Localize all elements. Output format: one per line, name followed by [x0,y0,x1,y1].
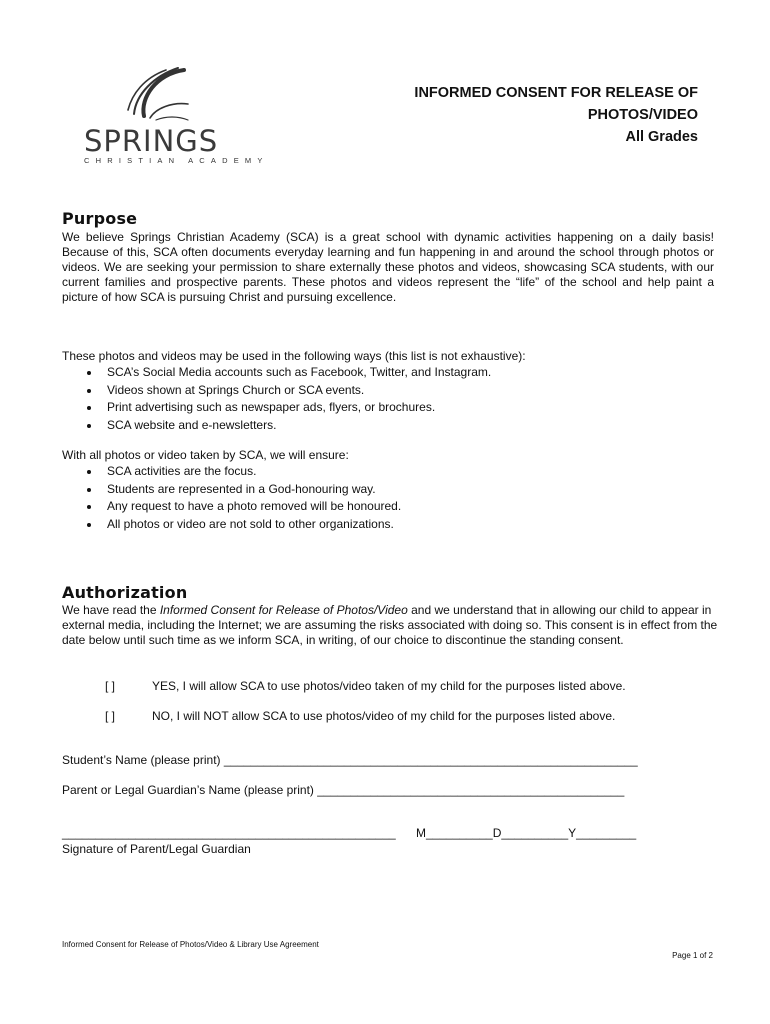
authorization-heading: Authorization [62,583,188,602]
no-option-text: NO, I will NOT allow SCA to use photos/video of my child for the purposes listed above. [152,709,616,723]
student-name-field[interactable]: Student’s Name (please print) ______________________________________________________________ [62,753,638,767]
school-logo [80,64,269,165]
title-line-1: INFORMED CONSENT FOR RELEASE OF [414,85,698,101]
title-line-3: All Grades [625,129,698,145]
yes-checkbox[interactable]: [ ] [105,679,116,693]
document-title [414,82,698,148]
list-item: Videos shown at Springs Church or SCA events. [62,382,491,400]
authorization-paragraph [62,603,718,648]
list-item: Any request to have a photo removed will be honoured. [62,498,401,516]
authorization-text-end: and we understand that in allowing our child to appear in external media, including the Internet; we are assuming the risks associated with doing so. This consent is in effect from the date below until such time as we inform SCA, in writing, of our choice to discontinue the standing consent. [62,603,718,647]
purpose-paragraph: We believe Springs Christian Academy (SCA) is a great school with dynamic activities happening on a daily basis! Because of this, SCA often documents everyday learning and fun happening in and around the school through photos or videos. We are seeking your permission to share externally these photos and videos, showcasing SCA students, with our current families and prospective parents. These photos and videos represent the “life” of the school and help paint a picture of how SCA is pursuing Christ and pursuing excellence. [62,230,714,304]
yes-option-text: YES, I will allow SCA to use photos/video taken of my child for the purposes listed above. [152,679,626,693]
guardian-name-field[interactable]: Parent or Legal Guardian’s Name (please print) ______________________________________________ [62,783,625,797]
ensure-list [62,463,401,533]
uses-intro: These photos and videos may be used in the following ways (this list is not exhaustive): [62,349,526,363]
logo-name: SPRINGS [84,124,219,158]
list-item: SCA website and e-newsletters. [62,417,491,435]
consent-option-yes [105,679,626,693]
authorization-text-start: We have read the [62,603,160,617]
no-checkbox[interactable]: [ ] [105,709,116,723]
consent-option-no [105,709,615,723]
basketball-arc-icon [122,64,192,126]
uses-list [62,364,491,434]
ensure-intro: With all photos or video taken by SCA, we will ensure: [62,448,349,462]
list-item: Print advertising such as newspaper ads, flyers, or brochures. [62,399,491,417]
authorization-doc-title: Informed Consent for Release of Photos/Video [159,603,408,617]
purpose-heading: Purpose [62,209,138,228]
signature-line[interactable]: __________________________________________________ [62,826,396,840]
logo-subtitle: CHRISTIAN ACADEMY [84,156,269,165]
footer-page-number: Page 1 of 2 [672,951,713,960]
list-item: SCA activities are the focus. [62,463,401,481]
signature-label: Signature of Parent/Legal Guardian [62,842,251,856]
list-item: Students are represented in a God-honouring way. [62,481,401,499]
list-item: SCA’s Social Media accounts such as Facebook, Twitter, and Instagram. [62,364,491,382]
footer-document-name: Informed Consent for Release of Photos/Video & Library Use Agreement [62,940,319,949]
list-item: All photos or video are not sold to other organizations. [62,516,401,534]
title-line-2: PHOTOS/VIDEO [587,107,698,123]
date-field[interactable]: M__________D__________Y_________ [416,826,637,840]
